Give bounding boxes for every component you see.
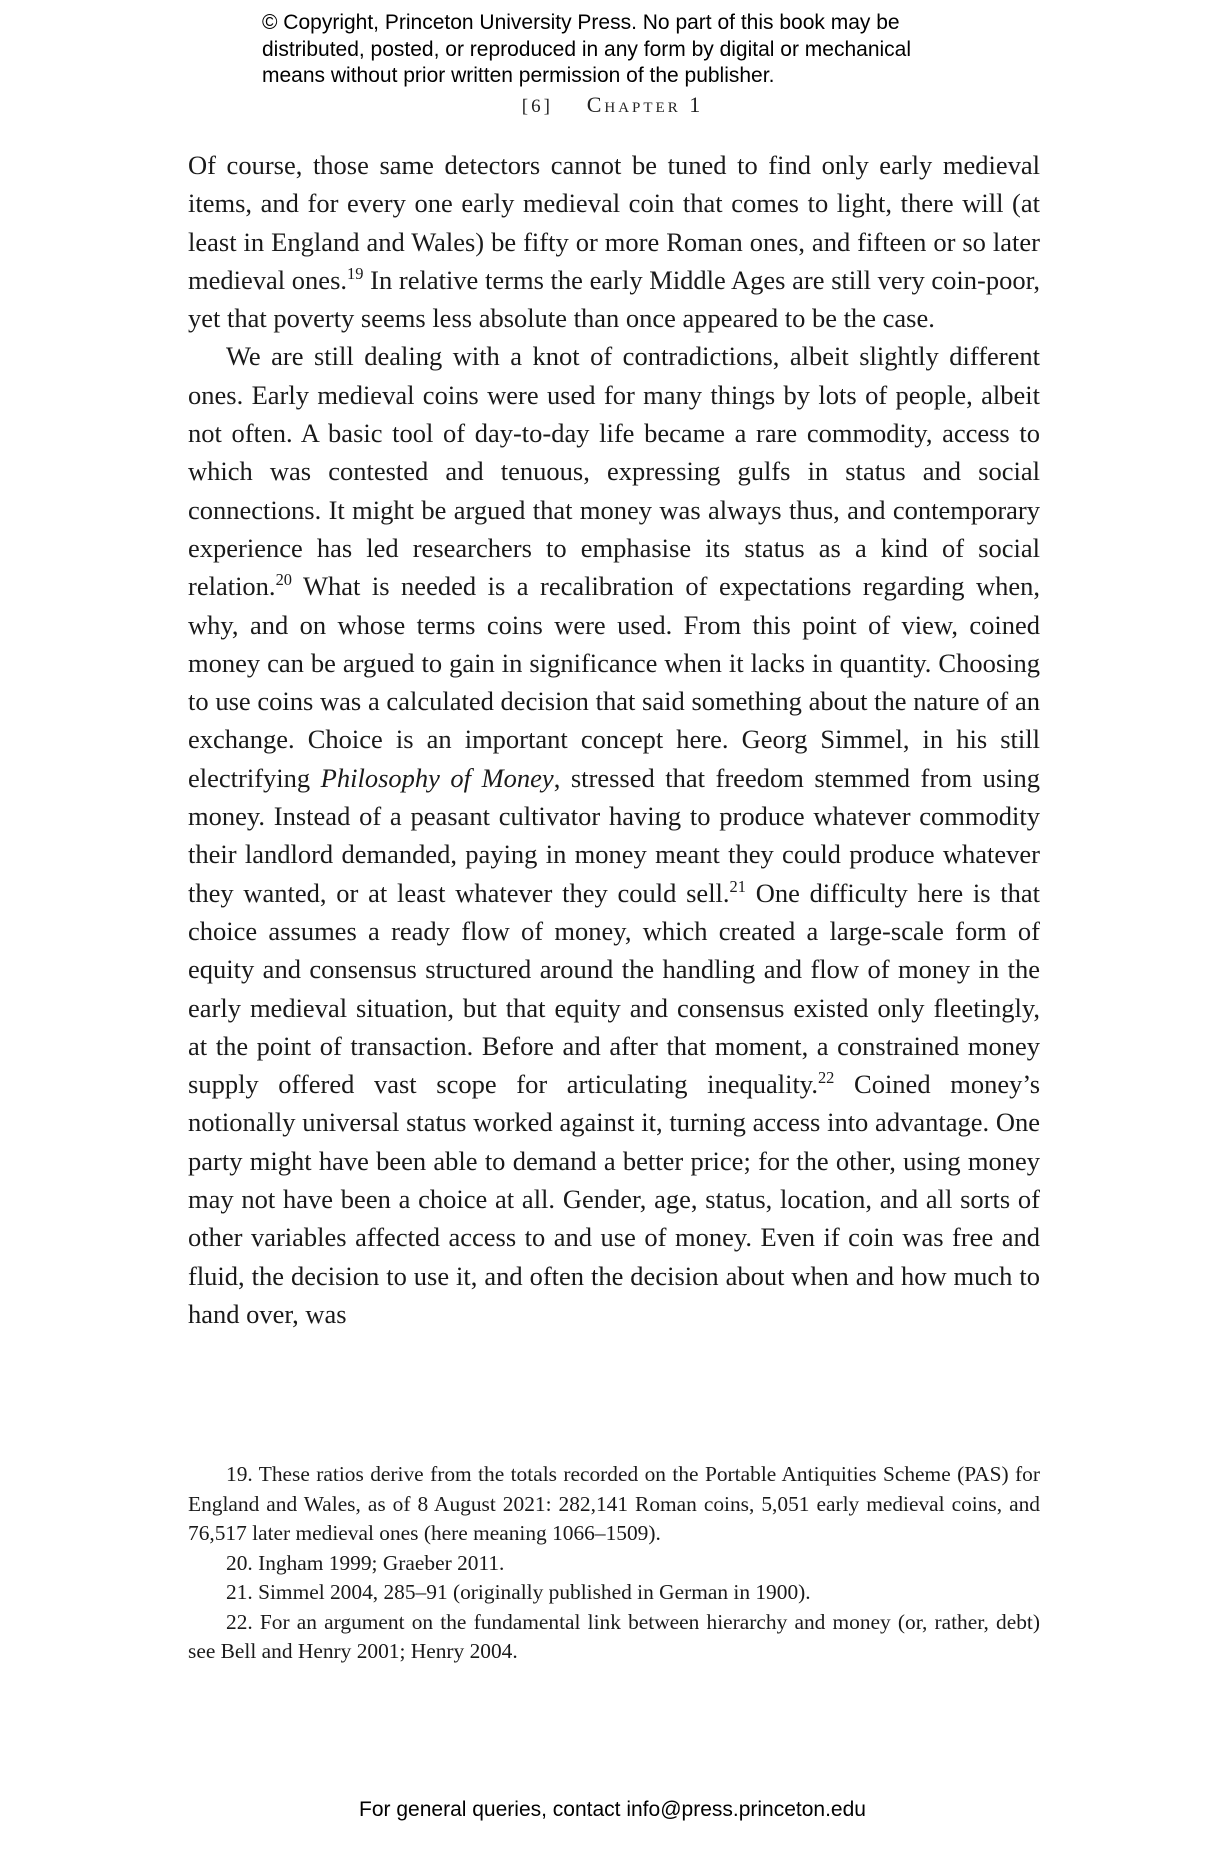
copyright-notice [262, 10, 1022, 90]
footnotes [188, 1460, 1040, 1667]
running-head [0, 92, 1225, 118]
text-run: We are still dealing with a knot of contradictions, albeit slightly different ones. Early medieval coins were used for many things by lots of people, albeit not often. A basic tool of day-to-day life became a rare commodity, access to which was contested and tenuous, expressing gulfs in status and social connections. It might be argued that money was always thus, and contemporary experience has led researchers to emphasise its status as a kind of social relation. [188, 341, 1040, 602]
copyright-line: means without prior written permission of the publisher. [262, 64, 775, 87]
chapter-label: Chapter 1 [586, 92, 704, 117]
footnote-ref[interactable]: 21 [729, 876, 746, 896]
text-run: Coined money’s notionally universal status worked against it, turning access into advantage. One party might have been able to demand a better price; for the other, using money may not have been a choice at all. Gender, age, status, location, and all sorts of other variables affected access to and use of money. Even if coin was free and fluid, the decision to use it, and often the decision about when and how much to hand over, was [188, 1069, 1041, 1329]
text-run: In relative terms the early Middle Ages are still very coin-poor, yet that poverty seems less absolute than once appeared to be the case. [188, 264, 1040, 334]
paragraph [188, 146, 1040, 337]
page-number: [6] [521, 96, 553, 117]
copyright-line: © Copyright, Princeton University Press. No part of this book may be [262, 11, 900, 34]
footnote-22: 22. For an argument on the fundamental link between hierarchy and money (or, rather, debt) see Bell and Henry 2001; Henry 2004. [188, 1609, 1040, 1663]
text-run: One difficulty here is that choice assumes a ready flow of money, which created a large-scale form of equity and consensus structured around the handling and flow of money in the early medieval situation, but that equity and consensus existed only fleetingly, at the point of transaction. Before and after that moment, a constrained money supply offered vast scope for articulating inequality. [188, 877, 1040, 1100]
footnote-20: 20. Ingham 1999; Graeber 2011. [226, 1550, 505, 1575]
book-title: Philosophy of Money [320, 762, 554, 793]
text-run: What is needed is a recalibration of expectations regarding when, why, and on whose terms coins were used. From this point of view, coined money can be argued to gain in significance when it lacks in quantity. Choosing to use coins was a calculated decision that said something about the nature of an exchange. Choice is an important concept here. Georg Simmel, in his still electrifying [188, 571, 1040, 793]
footnote-21: 21. Simmel 2004, 285–91 (originally published in German in 1900). [226, 1580, 811, 1604]
text-run: Of course, those same detectors cannot be tuned to find only early medieval items, and for every one early medieval coin that comes to light, there will (at least in England and Wales) be fifty or more Roman ones, and fifteen or so later medieval ones. [188, 150, 1040, 295]
footnote-ref[interactable]: 20 [275, 570, 292, 590]
footer-contact: For general queries, contact info@press.princeton.edu [359, 1798, 866, 1821]
copyright-line: distributed, posted, or reproduced in any form by digital or mechanical [262, 37, 912, 61]
footnote-ref[interactable]: 22 [817, 1067, 835, 1087]
paragraph [188, 337, 1040, 1333]
footnote-19: 19. These ratios derive from the totals recorded on the Portable Antiquities Scheme (PAS) for England and Wales, as of 8 August 2021: 282,141 Roman coins, 5,051 early medieval coins, and 76,517 later medieval ones (here meaning 1066–1509). [188, 1462, 1040, 1545]
footnote-ref[interactable]: 19 [347, 263, 364, 283]
text-run: , stressed that freedom stemmed from using money. Instead of a peasant cultivator having to produce whatever commodity their landlord demanded, paying in money meant they could produce whatever they wanted, or at least whatever they could sell. [188, 762, 1041, 908]
main-text [188, 146, 1040, 1333]
